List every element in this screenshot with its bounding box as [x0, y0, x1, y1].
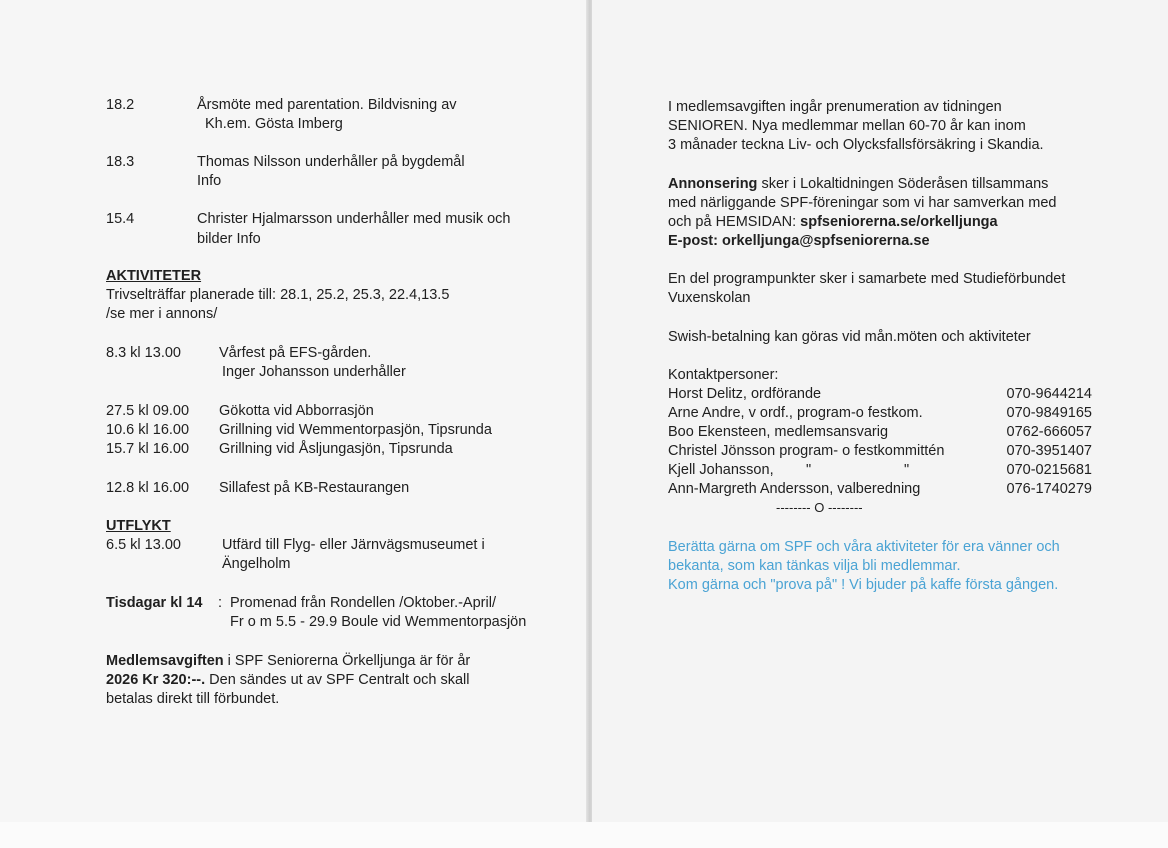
tisdagar-text: Promenad från Rondellen /Oktober.-April/ — [230, 595, 496, 611]
activity-text: Vårfest på EFS-gården. — [219, 345, 372, 361]
contact-phone: 070-3951407 — [1006, 443, 1092, 459]
activity-date: 10.6 kl 16.00 — [106, 422, 190, 438]
contact-phone: 076-1740279 — [1006, 481, 1092, 497]
activity-text: Inger Johansson underhåller — [222, 364, 406, 380]
activity-date: 8.3 kl 13.00 — [106, 345, 181, 361]
utflykt-text: Utfärd till Flyg- eller Järnvägsmuseumet i — [222, 537, 485, 553]
tisdagar-label: Tisdagar kl 14 — [106, 595, 203, 611]
aktiviteter-intro: /se mer i annons/ — [106, 306, 218, 322]
medlemsavgift-text: Den sändes ut av SPF Centralt och skall — [205, 672, 470, 688]
activity-text: Grillning vid Åsljungasjön, Tipsrunda — [219, 441, 453, 457]
event-text: bilder Info — [197, 231, 261, 247]
utflykt-date: 6.5 kl 13.00 — [106, 537, 181, 553]
contact-phone: 070-9644214 — [1006, 386, 1092, 402]
activity-date: 12.8 kl 16.00 — [106, 480, 190, 496]
contact-phone: 0762-666057 — [1006, 424, 1092, 440]
contact-row — [668, 461, 1092, 479]
event-date: 18.3 — [106, 154, 135, 170]
contact-row — [668, 385, 1092, 403]
medlemsavgift-line — [106, 652, 470, 670]
annonsering-text: med närliggande SPF-föreningar som vi har samverkan med — [668, 195, 1057, 211]
studie-text: En del programpunkter sker i samarbete med Studieförbundet — [668, 271, 1066, 287]
medlemsavgift-line — [106, 671, 470, 689]
ditto-mark: " — [806, 462, 812, 478]
contact-phone: 070-9849165 — [1006, 405, 1092, 421]
contact-name: Christel Jönsson program- o festkommittén — [668, 443, 945, 459]
tisdagar-colon: : — [218, 595, 223, 611]
event-text: Info — [197, 173, 222, 189]
annonsering-text: sker i Lokaltidningen Söderåsen tillsammans — [757, 176, 1049, 192]
event-date: 18.2 — [106, 97, 135, 113]
medlemsavgift-amount: 2026 Kr 320:--. — [106, 672, 206, 688]
medlemsavgift-text: i SPF Seniorerna Örkelljunga är för år — [223, 653, 471, 669]
medlemsavgift-bold: Medlemsavgiften — [106, 653, 224, 669]
activity-date: 15.7 kl 16.00 — [106, 441, 190, 457]
website-link[interactable]: spfseniorerna.se/orkelljunga — [800, 214, 998, 230]
activity-text: Grillning vid Wemmentorpasjön, Tipsrunda — [219, 422, 492, 438]
aktiviteter-heading: AKTIVITETER — [106, 268, 202, 284]
tisdagar-text: Fr o m 5.5 - 29.9 Boule vid Wemmentorpasjön — [230, 614, 527, 630]
swish-text: Swish-betalning kan göras vid mån.möten och aktiviteter — [668, 329, 1031, 345]
info-paragraph: 3 månader teckna Liv- och Olycksfallsförsäkring i Skandia. — [668, 137, 1044, 153]
event-text: Thomas Nilsson underhåller på bygdemål — [197, 154, 465, 170]
event-text: Kh.em. Gösta Imberg — [205, 116, 343, 132]
utflykt-heading: UTFLYKT — [106, 518, 171, 534]
invite-text: Berätta gärna om SPF och våra aktiviteter för era vänner och — [668, 539, 1060, 555]
annonsering-bold: Annonsering — [668, 176, 758, 192]
aktiviteter-intro: Trivselträffar planerade till: 28.1, 25.2, 25.3, 22.4,13.5 — [106, 287, 450, 303]
contact-row — [668, 442, 1092, 460]
studie-text: Vuxenskolan — [668, 290, 751, 306]
contact-row — [668, 423, 1092, 441]
event-text: Årsmöte med parentation. Bildvisning av — [197, 97, 457, 113]
invite-text: Kom gärna och "prova på" ! Vi bjuder på kaffe första gången. — [668, 577, 1059, 593]
kontakt-heading: Kontaktpersoner: — [668, 367, 779, 383]
event-text: Christer Hjalmarsson underhåller med musik och — [197, 211, 511, 227]
annonsering-line — [668, 175, 1048, 193]
contact-name: Kjell Johansson, — [668, 462, 774, 478]
contact-name: Horst Delitz, ordförande — [668, 386, 822, 402]
contact-name: Boo Ekensteen, medlemsansvarig — [668, 424, 889, 440]
annonsering-line — [668, 213, 998, 231]
contact-name: Arne Andre, v ordf., program-o festkom. — [668, 405, 923, 421]
bottom-margin — [0, 822, 1168, 848]
contact-name: Ann-Margreth Andersson, valberedning — [668, 481, 921, 497]
activity-text: Gökotta vid Abborrasjön — [219, 403, 374, 419]
annonsering-text: och på HEMSIDAN: — [668, 214, 801, 230]
event-date: 15.4 — [106, 211, 135, 227]
contact-phone: 070-0215681 — [1006, 462, 1092, 478]
utflykt-text: Ängelholm — [222, 556, 291, 572]
contact-row — [668, 480, 1092, 498]
divider-text: -------- O -------- — [776, 500, 863, 515]
medlemsavgift-text: betalas direkt till förbundet. — [106, 691, 280, 707]
activity-date: 27.5 kl 09.00 — [106, 403, 190, 419]
info-paragraph: SENIOREN. Nya medlemmar mellan 60-70 år kan inom — [668, 118, 1026, 134]
email-link[interactable]: E-post: orkelljunga@spfseniorerna.se — [668, 233, 930, 249]
contact-row — [668, 404, 1092, 422]
activity-text: Sillafest på KB-Restaurangen — [219, 480, 410, 496]
ditto-mark: " — [904, 462, 910, 478]
info-paragraph: I medlemsavgiften ingår prenumeration av tidningen — [668, 99, 1002, 115]
invite-text: bekanta, som kan tänkas vilja bli medlemmar. — [668, 558, 961, 574]
